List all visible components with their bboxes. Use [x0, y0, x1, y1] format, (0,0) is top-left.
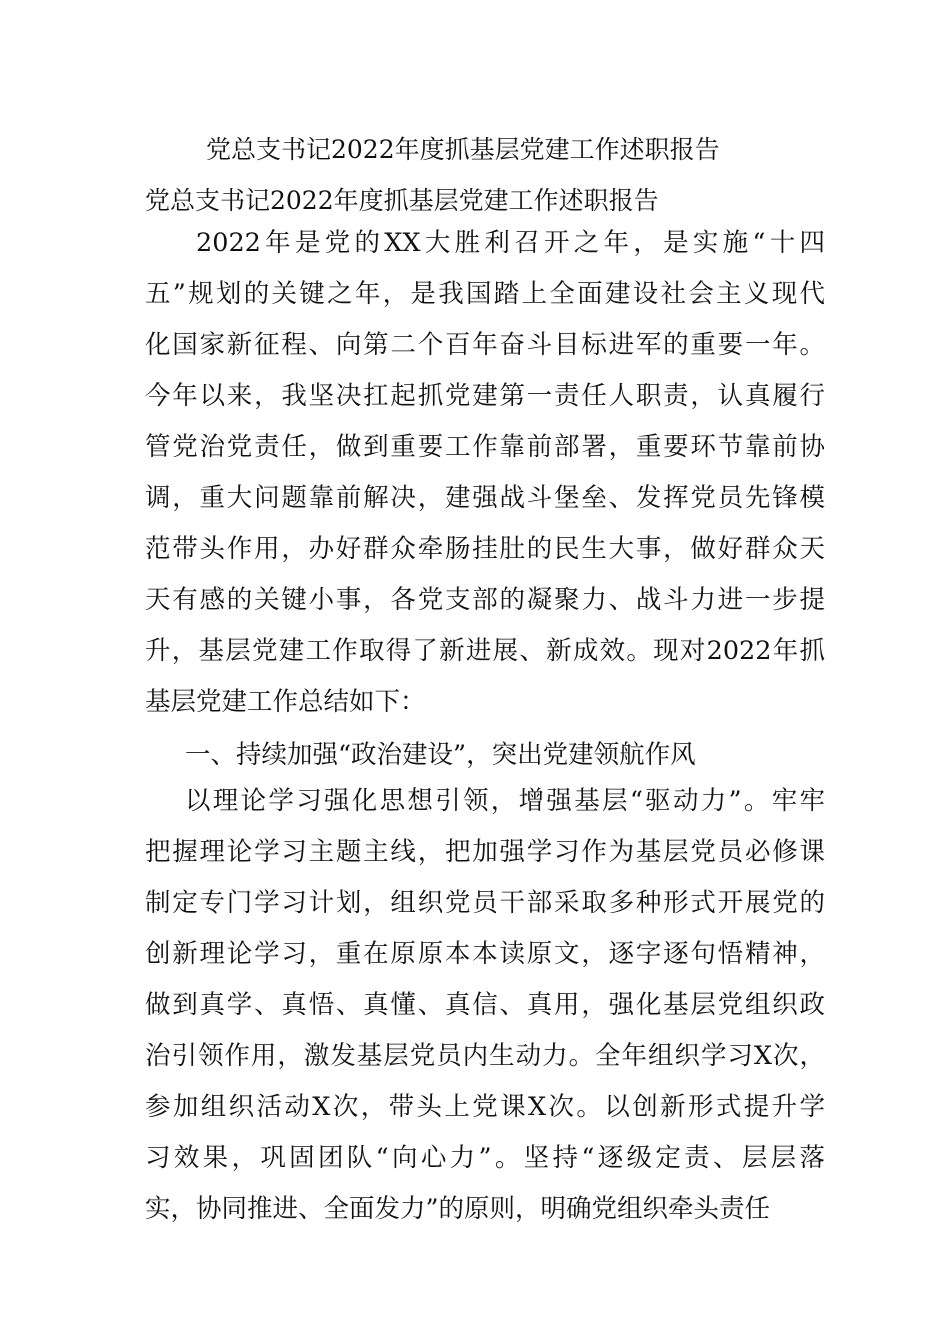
- paragraph-line: 把握理论学习主题主线，把加强学习作为基层党员必修课: [145, 837, 825, 867]
- paragraph-line: 基层党建工作总结如下：: [145, 687, 426, 717]
- paragraph-line: 治引领作用，激发基层党员内生动力。全年组织学习X次，: [145, 1041, 825, 1071]
- paragraph-line: 参加组织活动X次，带头上党课X次。以创新形式提升学: [145, 1092, 825, 1122]
- document-subtitle: 党总支书记2022年度抓基层党建工作述职报告: [145, 186, 659, 215]
- paragraph-line: 升，基层党建工作取得了新进展、新成效。现对2022年抓: [145, 636, 825, 666]
- paragraph-line: 化国家新征程、向第二个百年奋斗目标进军的重要一年。: [145, 330, 825, 360]
- paragraph-line: 实，协同推进、全面发力”的原则，明确党组织牵头责任: [145, 1194, 771, 1224]
- paragraph-line: 管党治党责任，做到重要工作靠前部署，重要环节靠前协: [145, 432, 825, 462]
- paragraph-line: 创新理论学习，重在原原本本读原文，逐字逐句悟精神，: [145, 939, 825, 969]
- section-heading: 一、持续加强“政治建设”，突出党建领航作风: [185, 740, 696, 770]
- paragraph-line: 做到真学、真悟、真懂、真信、真用，强化基层党组织政: [145, 990, 825, 1020]
- paragraph-line: 2022年是党的XX大胜利召开之年，是实施“十四: [196, 228, 825, 258]
- paragraph-section1: [145, 776, 825, 1235]
- paragraph-line: 制定专门学习计划，组织党员干部采取多种形式开展党的: [145, 888, 825, 918]
- paragraph-line: 五”规划的关键之年，是我国踏上全面建设社会主义现代: [145, 279, 825, 309]
- paragraph-line: 习效果，巩固团队“向心力”。坚持“逐级定责、层层落: [145, 1143, 825, 1173]
- paragraph-line: 以理论学习强化思想引领，增强基层“驱动力”。牢牢: [185, 786, 825, 816]
- paragraph-line: 范带头作用，办好群众牵肠挂肚的民生大事，做好群众天: [145, 534, 825, 564]
- paragraph-line: 调，重大问题靠前解决，建强战斗堡垒、发挥党员先锋模: [145, 483, 825, 513]
- document-title: 党总支书记2022年度抓基层党建工作述职报告: [206, 135, 720, 164]
- paragraph-line: 天有感的关键小事，各党支部的凝聚力、战斗力进一步提: [145, 585, 825, 615]
- paragraph-line: 今年以来，我坚决扛起抓党建第一责任人职责，认真履行: [145, 381, 825, 411]
- paragraph-intro: [145, 218, 825, 728]
